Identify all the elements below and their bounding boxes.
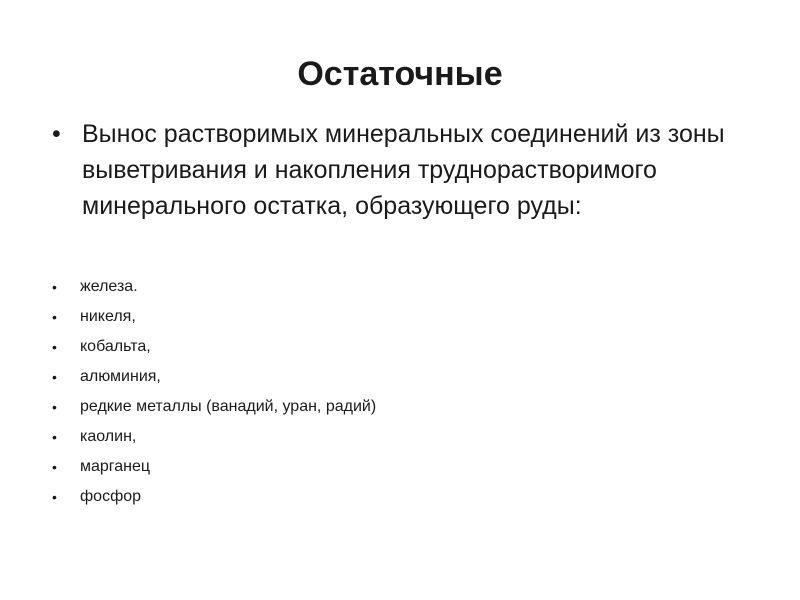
main-list-item: [44, 116, 764, 224]
bullet-marker: •: [52, 339, 57, 355]
ore-list-item: [44, 482, 744, 512]
bullet-marker: •: [52, 120, 61, 148]
ore-item-text: кобальта,: [80, 338, 151, 355]
ore-item-text: марганец: [80, 458, 151, 475]
ore-item-text: редкие металлы (ванадий, уран, радий): [80, 398, 377, 415]
ore-item-text: каолин,: [80, 428, 137, 445]
bullet-marker: •: [52, 489, 57, 505]
slide-title: Остаточные: [297, 55, 503, 93]
ore-list: [44, 272, 744, 512]
bullet-marker: •: [52, 459, 57, 475]
main-point-text: Вынос растворимых минеральных соединений из зоны выветривания и накопления труднорастворимого минерального остатка, образующего руды:: [82, 120, 725, 220]
ore-list-item: [44, 332, 744, 362]
ore-item-text: алюминия,: [80, 368, 161, 385]
ore-item-text: никеля,: [80, 308, 136, 325]
ore-item-text: фосфор: [80, 488, 142, 505]
ore-list-item: [44, 422, 744, 452]
ore-list-item: [44, 362, 744, 392]
bullet-marker: •: [52, 429, 57, 445]
ore-list-item: [44, 302, 744, 332]
bullet-marker: •: [52, 309, 57, 325]
ore-list-item: [44, 452, 744, 482]
ore-list-item: [44, 272, 744, 302]
bullet-marker: •: [52, 279, 57, 295]
ore-list-item: [44, 392, 744, 422]
ore-item-text: железа.: [80, 278, 138, 295]
bullet-marker: •: [52, 369, 57, 385]
bullet-marker: •: [52, 399, 57, 415]
main-bullet-list: [44, 116, 764, 224]
